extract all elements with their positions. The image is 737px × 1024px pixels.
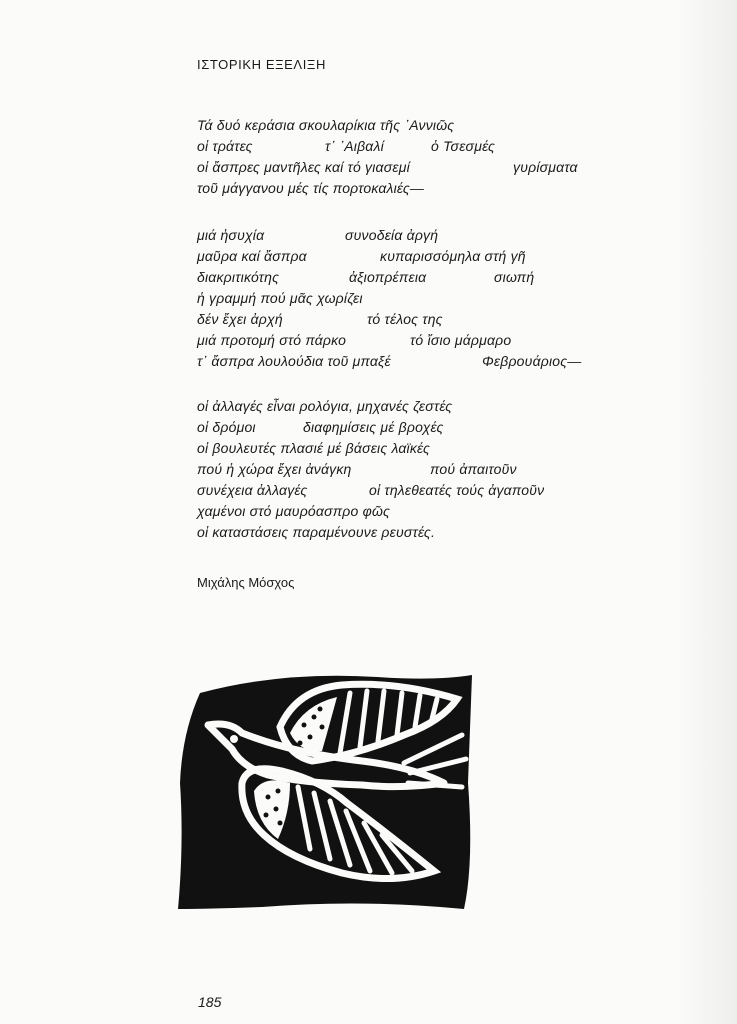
poem-text: ἡ γραμμή πού μᾶς χωρίζει [197,290,363,306]
poem-text: Τά δυό κεράσια σκουλαρίκια τῆς ᾿Αννιῶς [197,117,455,133]
poem-text: μιά ἡσυχία [197,227,265,243]
poem-text: κυπαρισσόμηλα στή γῆ [380,248,526,264]
author-signature: Μιχάλης Μόσχος [197,575,295,590]
poem-text: οἱ δρόμοι [197,419,256,435]
poem-text: ἀξιοπρέπεια [349,269,427,285]
poem-line [197,522,677,543]
poem-text: μιά προτομή στό πάρκο [197,332,347,348]
poem-line [197,115,677,136]
poem-text: συνοδεία ἀργή [345,227,439,243]
poem-text: ὁ Τσεσμές [431,138,496,154]
poem-text: τ᾿ ἄσπρα λουλούδια τοῦ μπαξέ [197,353,391,369]
poem-text: οἱ καταστάσεις παραμένουνε ρευστές. [197,524,436,540]
poem-line [197,178,677,199]
poem-text: συνέχεια ἀλλαγές [197,482,308,498]
poem-text: γυρίσματα [513,159,578,175]
page-title: ΙΣΤΟΡΙΚΗ ΕΞΕΛΙΞΗ [197,57,326,72]
poem-text: τ᾿ ᾿Αιβαλί [325,138,384,154]
page-number: 185 [198,994,222,1010]
poem-line [197,459,677,480]
poem-line [197,309,677,330]
poem-text: πού ἀπαιτοῦν [430,461,517,477]
poem-line [197,136,677,157]
poem-line [197,480,677,501]
poem-text: οἱ ἄσπρες μαντῆλες καί τό γιασεμί [197,159,410,175]
poem-line [197,246,677,267]
poem-text: οἱ ἀλλαγές εἶναι ρολόγια, μηχανές ζεστές [197,398,453,414]
poem [197,115,677,543]
page-shadow [677,0,737,1024]
poem-text: τό ἴσιο μάρμαρο [410,332,512,348]
poem-line [197,225,677,246]
poem-text: Φεβρουάριος— [482,353,582,369]
poem-text: οἱ τηλεθεατές τούς ἀγαποῦν [369,482,545,498]
bird-woodcut-icon [172,663,484,913]
poem-text: τοῦ μάγγανου μές τίς πορτοκαλιές— [197,180,425,196]
poem-text: οἱ βουλευτές πλασιέ μέ βάσεις λαϊκές [197,440,431,456]
poem-line [197,438,677,459]
poem-text: διαφημίσεις μέ βροχές [303,419,444,435]
poem-text: πού ἡ χώρα ἔχει ἀνάγκη [197,461,352,477]
poem-text: τό τέλος της [367,311,443,327]
poem-line [197,157,677,178]
poem-text: διακριτικότης [197,269,280,285]
poem-text: σιωπή [494,269,535,285]
poem-line [197,351,677,372]
poem-text: δέν ἔχει ἀρχή [197,311,283,327]
poem-line [197,330,677,351]
poem-line [197,267,677,288]
poem-text: χαμένοι στό μαυρόασπρο φῶς [197,503,391,519]
poem-line [197,501,677,522]
poem-line [197,288,677,309]
poem-text: μαῦρα καί ἄσπρα [197,248,307,264]
poem-line [197,396,677,417]
poem-text: οἱ τράτες [197,138,253,154]
poem-line [197,417,677,438]
